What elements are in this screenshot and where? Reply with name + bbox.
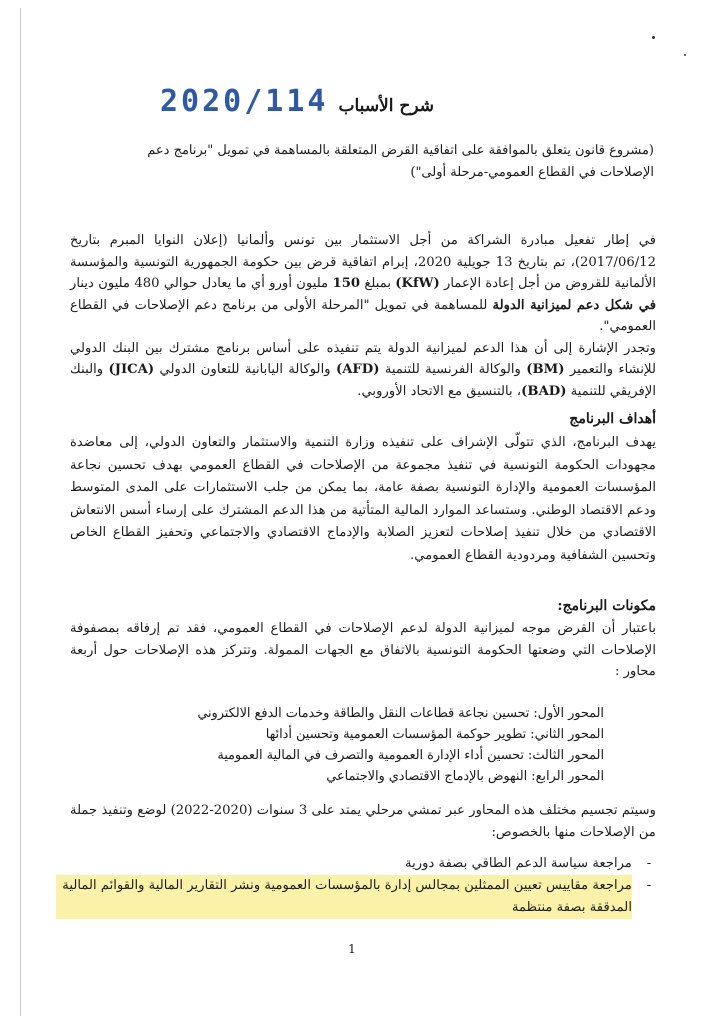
list-item	[56, 875, 656, 919]
bullet-dash: -	[646, 878, 652, 893]
afd-acronym: (AFD)	[335, 362, 380, 377]
document-header	[160, 84, 434, 119]
kfw-acronym: (KfW)	[395, 276, 440, 291]
list-item	[56, 853, 656, 875]
budget-support-phrase: في شكل دعم لميزانية الدولة	[492, 297, 656, 313]
axis-item: المحور الأول: تحسين نجاعة قطاعات النقل والطاقة وخدمات الدفع الالكتروني	[197, 706, 604, 721]
scan-edge-line	[20, 8, 21, 1016]
highlighted-reform-item-text: مراجعة مقاييس تعيين الممثلين بمجالس إدارة بالمؤسسات العمومية ونشر التقارير المالية والقوائم المالية المدققة بصفة منتظمة	[56, 875, 632, 919]
reforms-list	[56, 853, 656, 919]
reform-item-text: مراجعة سياسة الدعم الطاقي بصفة دورية	[405, 856, 632, 871]
axis-item: المحور الثالث: تحسين أداء الإدارة العمومية والتصرف في المالية العمومية	[217, 748, 604, 763]
components-paragraph: باعتبار أن القرض موجه لميزانية الدولة لدعم الإصلاحات في القطاع العمومي، فقد تم إرفاقه بمصفوفة الإصلاحات التي وضعتها الحكومة التونسية بالاتفاق مع الجهات الممولة. وتتركز هذه الإصلاحات حول أربعة محاور :	[70, 621, 656, 679]
intro-paragraph: في إطار تفعيل مبادرة الشراكة من أجل الاستثمار بين تونس وألمانيا (إعلان النوايا المبرم بتاريخ 2017/06/12)، تم بتاريخ 13 جويلية 2020، إبرام اتفاقية قرض بين حكومة الجمهورية التونسية والمؤسسة الألمانية للقروض من أجل إعادة الإعمار (KfW) بمبلغ 150 مليون أورو أي ما يعادل حوالي 480 مليون دينار في شكل دعم لميزانية الدولة للمساهمة في تمويل "المرحلة الأولى من برنامج دعم الإصلاحات في القطاع العمومي". وتجدر الإشارة إلى أن هذا الدعم لميزانية الدولة يتم تنفيذه على أساس برنامج مشترك بين البنك الدولي للإنشاء والتعمير (BM) والوكالة الفرنسية للتنمية (AFD) والوكالة اليابانية للتعاون الدولي (JICA) والبنك الإفريقي للتنمية (BAD)، بالتنسيق مع الاتحاد الأوروبي.	[70, 233, 657, 399]
reference-stamp-number: 2020/114	[160, 84, 329, 119]
bm-acronym: (BM)	[526, 362, 565, 377]
goals-paragraph: يهدف البرنامج، الذي تتولّى الإشراف على تنفيذه وزارة التنمية والاستثمار والتعاون الدولي، إلى معاضدة مجهودات الحكومة التونسية في تنفيذ مجموعة من الإصلاحات في القطاع العمومي بهدف تحسين نجاعة المؤسسات العمومية والإدارة التونسية بصفة عامة، بما يمكن من جلب الاستثمارات على المدى المتوسط ودعم الاقتصاد الوطني. وستساعد الموارد المالية المتأتية من هذا الدعم المشترك على إرساء أسس الانتعاش الاقتصادي من خلال تنفيذ إصلاحات لتعزيز الصلابة والإدماج الاقتصادي والاجتماعي وتحفيز القطاع الخاص وتحسين الشفافية ومردودية القطاع العمومي.	[70, 435, 656, 563]
scan-speck	[652, 36, 655, 39]
document-subtitle: (مشروع قانون يتعلق بالموافقة على اتفاقية القرض المتعلقة بالمساهمة في تمويل "برنامج دعم الإصلاحات في القطاع العمومي-مرحلة أولى")	[147, 143, 654, 180]
axes-list	[84, 703, 604, 787]
bullet-dash: -	[646, 856, 652, 871]
jica-acronym: (JICA)	[108, 362, 155, 377]
bad-acronym: (BAD)	[521, 383, 567, 399]
document-title: شرح الأسباب	[338, 96, 434, 116]
phasing-paragraph: وسيتم تجسيم مختلف هذه المحاور عبر تمشي مرحلي يمتد على 3 سنوات (2020-2022) لوضع وتنفيذ جملة من الإصلاحات منها بالخصوص:	[70, 803, 657, 840]
axis-item: المحور الرابع: النهوض بالإدماج الاقتصادي والاجتماعي	[326, 769, 604, 784]
page-number: 1	[348, 942, 356, 956]
components-heading: مكونات البرنامج:	[557, 598, 656, 614]
goals-heading: أهداف البرنامج	[569, 411, 656, 427]
axis-item: المحور الثاني: تطوير حوكمة المؤسسات العمومية وتحسين أدائها	[265, 727, 604, 742]
loan-amount: 150	[332, 276, 361, 291]
scan-speck	[684, 54, 686, 56]
